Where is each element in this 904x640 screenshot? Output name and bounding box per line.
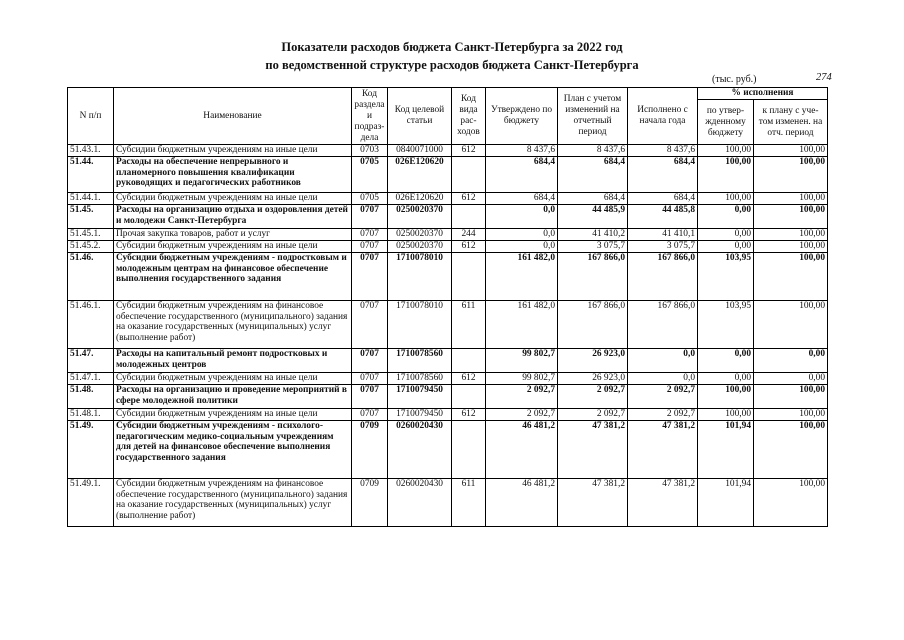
table-row — [68, 157, 828, 193]
row-executed-cell: 3 075,7 — [628, 241, 698, 253]
table-row — [68, 253, 828, 301]
row-target-code-cell: 1710078560 — [388, 349, 452, 373]
row-percent-plan-cell: 100,00 — [754, 193, 828, 205]
row-section-code-cell: 0705 — [352, 157, 388, 193]
row-percent-approved-cell: 103,95 — [698, 253, 754, 301]
header-percent-group: % исполнения — [698, 88, 828, 100]
row-percent-plan-cell: 100,00 — [754, 229, 828, 241]
table-row — [68, 145, 828, 157]
row-percent-plan-cell: 100,00 — [754, 241, 828, 253]
row-number-cell: 51.49. — [68, 421, 114, 479]
row-percent-approved-cell: 100,00 — [698, 409, 754, 421]
row-percent-approved-cell: 0,00 — [698, 229, 754, 241]
row-name-cell: Расходы на организацию и проведение мероприятий в сфере молодежной политики — [114, 385, 352, 409]
row-plan-cell: 47 381,2 — [558, 421, 628, 479]
row-plan-cell: 167 866,0 — [558, 301, 628, 349]
row-percent-plan-cell: 100,00 — [754, 409, 828, 421]
header-section: Код раздела и подраз-дела — [352, 88, 388, 145]
row-number-cell: 51.47.1. — [68, 373, 114, 385]
row-expense-type-cell: 612 — [452, 193, 486, 205]
row-target-code-cell: 0250020370 — [388, 205, 452, 229]
header-num: N п/п — [68, 88, 114, 145]
row-plan-cell: 8 437,6 — [558, 145, 628, 157]
row-approved-cell: 46 481,2 — [486, 479, 558, 527]
row-percent-approved-cell: 0,00 — [698, 241, 754, 253]
row-approved-cell: 161 482,0 — [486, 253, 558, 301]
row-section-code-cell: 0707 — [352, 253, 388, 301]
row-percent-approved-cell: 100,00 — [698, 193, 754, 205]
row-approved-cell: 46 481,2 — [486, 421, 558, 479]
row-section-code-cell: 0703 — [352, 145, 388, 157]
row-plan-cell: 3 075,7 — [558, 241, 628, 253]
row-executed-cell: 47 381,2 — [628, 479, 698, 527]
row-expense-type-cell: 612 — [452, 409, 486, 421]
row-section-code-cell: 0707 — [352, 241, 388, 253]
row-executed-cell: 8 437,6 — [628, 145, 698, 157]
row-name-cell: Субсидии бюджетным учреждениям - подростковым и молодежным центрам на финансовое обеспечение выполнения государственного задания — [114, 253, 352, 301]
row-plan-cell: 684,4 — [558, 193, 628, 205]
row-target-code-cell: 0260020430 — [388, 421, 452, 479]
row-percent-plan-cell: 100,00 — [754, 253, 828, 301]
row-expense-type-cell: 612 — [452, 373, 486, 385]
row-plan-cell: 684,4 — [558, 157, 628, 193]
row-number-cell: 51.48.1. — [68, 409, 114, 421]
row-number-cell: 51.45. — [68, 205, 114, 229]
row-expense-type-cell: 244 — [452, 229, 486, 241]
row-section-code-cell: 0705 — [352, 193, 388, 205]
row-percent-approved-cell: 101,94 — [698, 479, 754, 527]
row-name-cell: Расходы на обеспечение непрерывного и планомерного повышения квалификации руководящих и педагогических работников — [114, 157, 352, 193]
row-number-cell: 51.48. — [68, 385, 114, 409]
table-row — [68, 229, 828, 241]
row-name-cell: Расходы на капитальный ремонт подростковых и молодежных центров — [114, 349, 352, 373]
row-target-code-cell: 1710079450 — [388, 385, 452, 409]
header-approved: Утверждено по бюджету — [486, 88, 558, 145]
row-executed-cell: 684,4 — [628, 193, 698, 205]
row-approved-cell: 684,4 — [486, 193, 558, 205]
row-percent-approved-cell: 100,00 — [698, 157, 754, 193]
expenditure-table — [67, 87, 828, 527]
document-title-line-2: по ведомственной структуре расходов бюджета Санкт-Петербурга — [265, 58, 639, 72]
row-executed-cell: 47 381,2 — [628, 421, 698, 479]
row-name-cell: Субсидии бюджетным учреждениям - психолого-педагогическим медико-социальным учреждениям для детей на финансовое обеспечение выполнения государственного задания — [114, 421, 352, 479]
row-section-code-cell: 0707 — [352, 229, 388, 241]
row-section-code-cell: 0707 — [352, 409, 388, 421]
row-expense-type-cell: 612 — [452, 145, 486, 157]
unit-label: (тыс. руб.) — [712, 74, 757, 85]
row-percent-approved-cell: 0,00 — [698, 205, 754, 229]
row-expense-type-cell: 612 — [452, 241, 486, 253]
row-section-code-cell: 0707 — [352, 373, 388, 385]
row-expense-type-cell — [452, 157, 486, 193]
row-number-cell: 51.43.1. — [68, 145, 114, 157]
table-row — [68, 241, 828, 253]
row-name-cell: Субсидии бюджетным учреждениям на финансовое обеспечение государственного (муниципального) задания на оказание государственных (муниципальных) услуг (выполнение работ) — [114, 301, 352, 349]
row-number-cell: 51.47. — [68, 349, 114, 373]
row-percent-approved-cell: 100,00 — [698, 385, 754, 409]
row-section-code-cell: 0709 — [352, 421, 388, 479]
row-expense-type-cell: 611 — [452, 479, 486, 527]
table-row — [68, 373, 828, 385]
header-executed: Исполнено с начала года — [628, 88, 698, 145]
row-approved-cell: 2 092,7 — [486, 409, 558, 421]
header-target: Код целевой статьи — [388, 88, 452, 145]
row-number-cell: 51.49.1. — [68, 479, 114, 527]
row-percent-plan-cell: 100,00 — [754, 157, 828, 193]
row-section-code-cell: 0707 — [352, 301, 388, 349]
row-plan-cell: 26 923,0 — [558, 349, 628, 373]
row-percent-approved-cell: 101,94 — [698, 421, 754, 479]
row-percent-plan-cell: 100,00 — [754, 205, 828, 229]
row-percent-plan-cell: 100,00 — [754, 479, 828, 527]
row-target-code-cell: 0840071000 — [388, 145, 452, 157]
row-approved-cell: 99 802,7 — [486, 373, 558, 385]
row-plan-cell: 2 092,7 — [558, 409, 628, 421]
row-number-cell: 51.45.1. — [68, 229, 114, 241]
table-row — [68, 421, 828, 479]
row-percent-plan-cell: 0,00 — [754, 349, 828, 373]
row-number-cell: 51.46.1. — [68, 301, 114, 349]
table-row — [68, 205, 828, 229]
table-row — [68, 409, 828, 421]
row-percent-plan-cell: 100,00 — [754, 301, 828, 349]
row-name-cell: Субсидии бюджетным учреждениям на иные цели — [114, 409, 352, 421]
row-section-code-cell: 0709 — [352, 479, 388, 527]
row-name-cell: Субсидии бюджетным учреждениям на финансовое обеспечение государственного (муниципального) задания на оказание государственных (муниципальных) услуг (выполнение работ) — [114, 479, 352, 527]
row-name-cell: Субсидии бюджетным учреждениям на иные цели — [114, 145, 352, 157]
row-executed-cell: 167 866,0 — [628, 253, 698, 301]
row-expense-type-cell — [452, 421, 486, 479]
row-expense-type-cell: 611 — [452, 301, 486, 349]
header-percent-plan: к плану с уче-том изменен. на отч. период — [754, 100, 828, 145]
row-name-cell: Расходы на организацию отдыха и оздоровления детей и молодежи Санкт-Петербурга — [114, 205, 352, 229]
row-percent-plan-cell: 100,00 — [754, 385, 828, 409]
table-row — [68, 385, 828, 409]
row-approved-cell: 0,0 — [486, 229, 558, 241]
row-section-code-cell: 0707 — [352, 205, 388, 229]
row-executed-cell: 0,0 — [628, 373, 698, 385]
row-approved-cell: 684,4 — [486, 157, 558, 193]
row-target-code-cell: 0250020370 — [388, 229, 452, 241]
row-number-cell: 51.44. — [68, 157, 114, 193]
row-approved-cell: 2 092,7 — [486, 385, 558, 409]
row-number-cell: 51.44.1. — [68, 193, 114, 205]
table-row — [68, 479, 828, 527]
row-plan-cell: 44 485,9 — [558, 205, 628, 229]
header-type: Код вида рас-ходов — [452, 88, 486, 145]
row-approved-cell: 0,0 — [486, 205, 558, 229]
row-executed-cell: 44 485,8 — [628, 205, 698, 229]
row-plan-cell: 41 410,2 — [558, 229, 628, 241]
row-approved-cell: 8 437,6 — [486, 145, 558, 157]
table-row — [68, 349, 828, 373]
row-executed-cell: 684,4 — [628, 157, 698, 193]
row-percent-approved-cell: 100,00 — [698, 145, 754, 157]
row-target-code-cell: 0260020430 — [388, 479, 452, 527]
header-name: Наименование — [114, 88, 352, 145]
row-executed-cell: 167 866,0 — [628, 301, 698, 349]
row-expense-type-cell — [452, 349, 486, 373]
row-target-code-cell: 026E120620 — [388, 193, 452, 205]
row-name-cell: Субсидии бюджетным учреждениям на иные цели — [114, 373, 352, 385]
row-percent-approved-cell: 0,00 — [698, 349, 754, 373]
header-percent-approved: по утвер-жденному бюджету — [698, 100, 754, 145]
row-percent-plan-cell: 100,00 — [754, 421, 828, 479]
row-executed-cell: 2 092,7 — [628, 409, 698, 421]
row-target-code-cell: 0250020370 — [388, 241, 452, 253]
header-plan: План с учетом изменений на отчетный период — [558, 88, 628, 145]
row-expense-type-cell — [452, 385, 486, 409]
row-target-code-cell: 1710078010 — [388, 253, 452, 301]
row-plan-cell: 2 092,7 — [558, 385, 628, 409]
row-executed-cell: 0,0 — [628, 349, 698, 373]
row-approved-cell: 99 802,7 — [486, 349, 558, 373]
row-expense-type-cell — [452, 205, 486, 229]
row-target-code-cell: 1710078010 — [388, 301, 452, 349]
row-target-code-cell: 1710078560 — [388, 373, 452, 385]
row-plan-cell: 47 381,2 — [558, 479, 628, 527]
row-percent-approved-cell: 103,95 — [698, 301, 754, 349]
row-expense-type-cell — [452, 253, 486, 301]
row-target-code-cell: 1710079450 — [388, 409, 452, 421]
row-percent-plan-cell: 100,00 — [754, 145, 828, 157]
row-number-cell: 51.46. — [68, 253, 114, 301]
row-percent-approved-cell: 0,00 — [698, 373, 754, 385]
page-number: 274 — [816, 72, 832, 83]
row-name-cell: Прочая закупка товаров, работ и услуг — [114, 229, 352, 241]
row-number-cell: 51.45.2. — [68, 241, 114, 253]
row-plan-cell: 167 866,0 — [558, 253, 628, 301]
row-approved-cell: 161 482,0 — [486, 301, 558, 349]
row-section-code-cell: 0707 — [352, 349, 388, 373]
row-name-cell: Субсидии бюджетным учреждениям на иные цели — [114, 241, 352, 253]
row-executed-cell: 2 092,7 — [628, 385, 698, 409]
row-target-code-cell: 026E120620 — [388, 157, 452, 193]
row-name-cell: Субсидии бюджетным учреждениям на иные цели — [114, 193, 352, 205]
table-row — [68, 193, 828, 205]
row-percent-plan-cell: 0,00 — [754, 373, 828, 385]
row-plan-cell: 26 923,0 — [558, 373, 628, 385]
row-section-code-cell: 0707 — [352, 385, 388, 409]
row-approved-cell: 0,0 — [486, 241, 558, 253]
table-row — [68, 301, 828, 349]
row-executed-cell: 41 410,1 — [628, 229, 698, 241]
document-title-line-1: Показатели расходов бюджета Санкт-Петербурга за 2022 год — [281, 40, 623, 54]
